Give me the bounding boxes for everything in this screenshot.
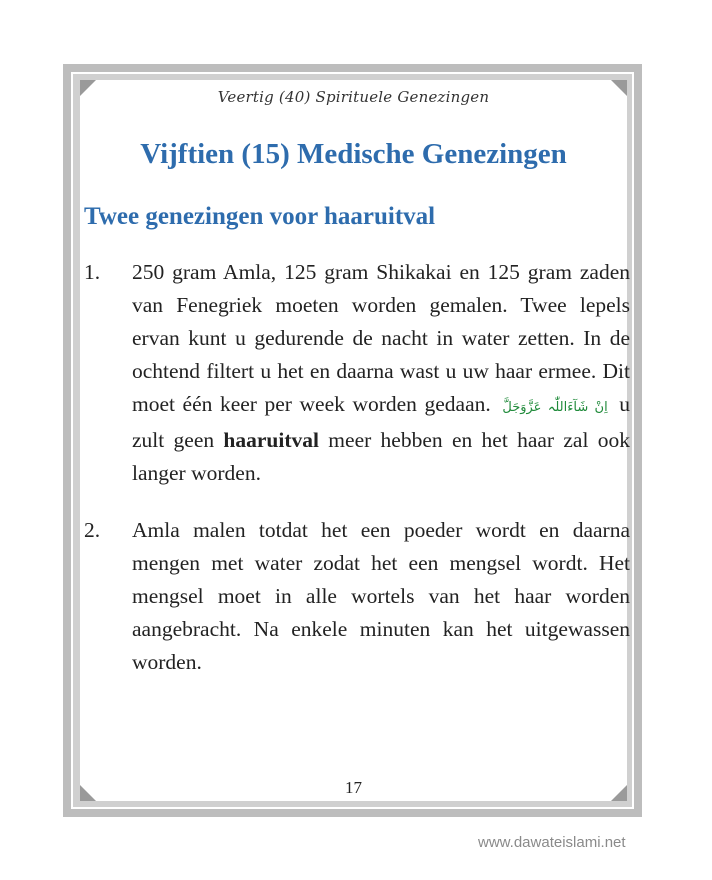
page-title: Vijftien (15) Medische Genezingen <box>140 138 567 170</box>
list-item-text: Amla malen totdat het een poeder wordt en daarna mengen met water zodat het een mengsel wordt. Het mengsel moet in alle wortels van het haar worden aangebracht. Na enkele minuten kan het uitgewassen worden. <box>132 518 630 674</box>
list-item-number: 1. <box>84 260 101 284</box>
list-item-2 <box>84 514 630 679</box>
list-item-1 <box>84 256 630 490</box>
list-item-text <box>132 256 630 490</box>
bold-term: haaruitval <box>223 428 319 452</box>
numbered-list <box>84 256 630 703</box>
page-number: 17 <box>345 778 362 797</box>
item-text-middle: u zult geen <box>132 392 631 452</box>
item-text-after: meer hebben en het haar zal ook langer worden. <box>132 428 630 485</box>
watermark-url: www.dawateislami.net <box>478 834 626 851</box>
item-text-before: 250 gram Amla, 125 gram Shikakai en 125 gram zaden van Fenegriek moeten worden gemalen. Twee lepels ervan kunt u gedurende de nacht in water zetten. In de ochtend filtert u het en daarna wast u uw haar ermee. Dit moet één keer per week worden gedaan. <box>132 260 630 416</box>
arabic-phrase: اِنْ شَآءَاللّٰہ عَزَّوَجَلَّ <box>502 400 608 415</box>
running-header: Veertig (40) Spirituele Genezingen <box>217 88 490 106</box>
section-heading: Twee genezingen voor haaruitval <box>84 203 436 230</box>
list-item-number: 2. <box>84 518 101 542</box>
